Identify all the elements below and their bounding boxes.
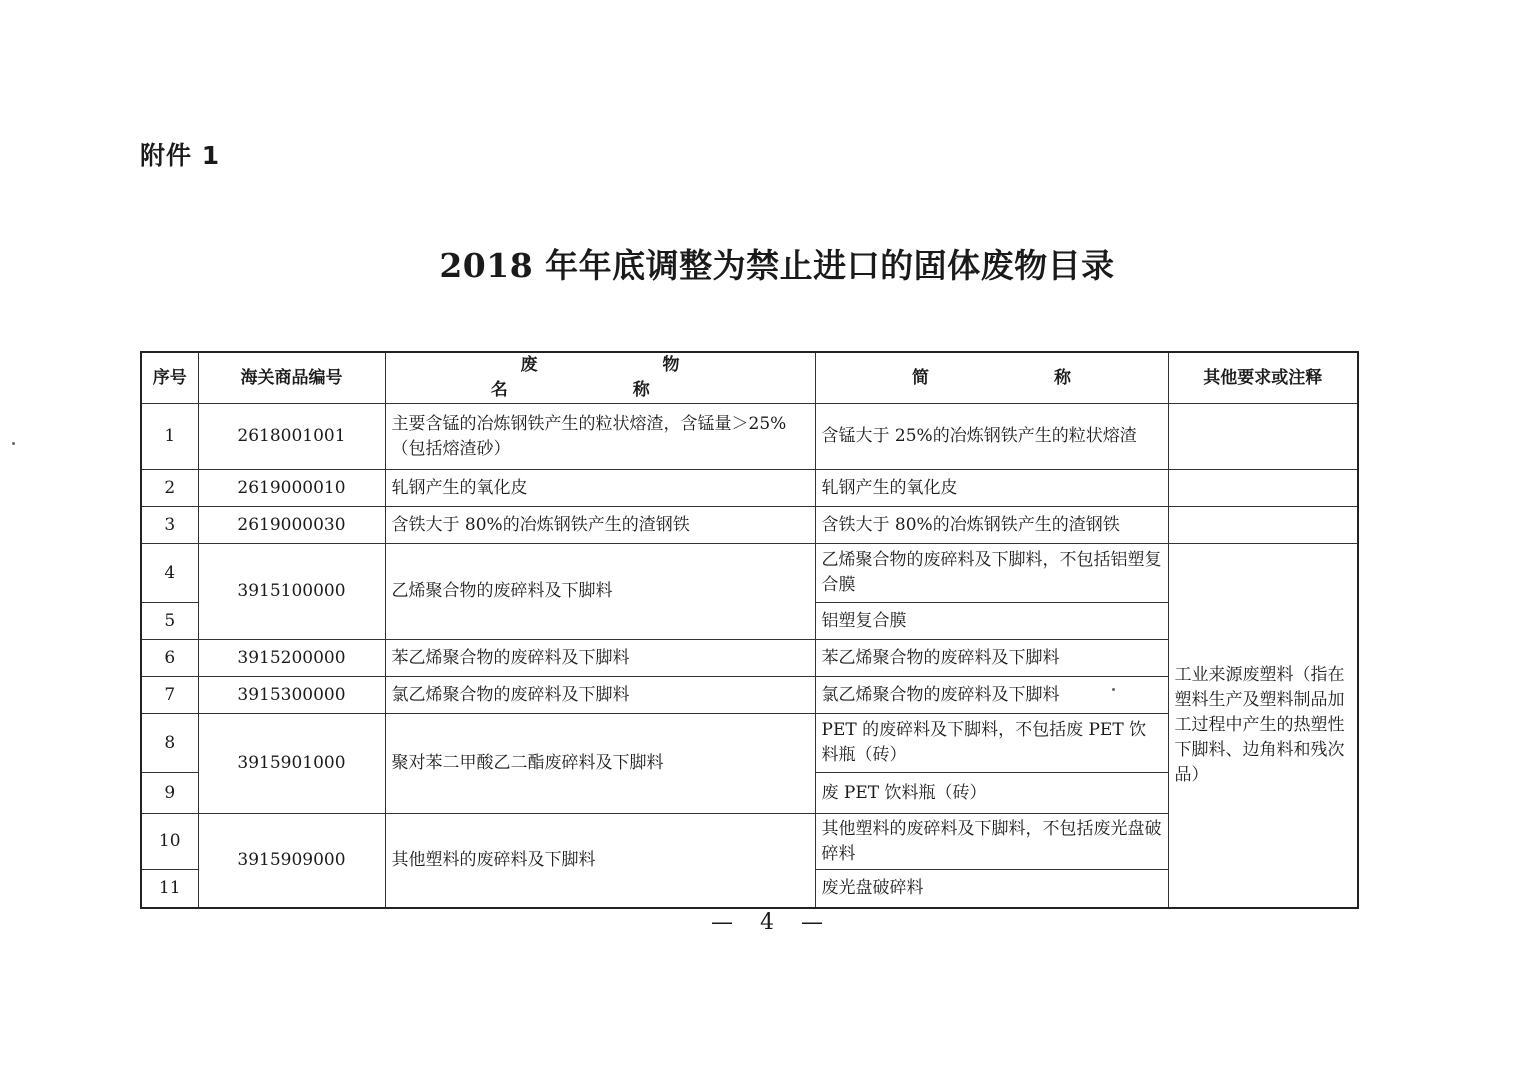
- cell-hs-code: 2619000010: [198, 470, 385, 507]
- cell-hs-code: 3915909000: [198, 814, 385, 908]
- table-header-row: [141, 352, 1358, 404]
- table-row: [141, 404, 1358, 470]
- cell-waste-name: 苯乙烯聚合物的废碎料及下脚料: [385, 640, 815, 677]
- scan-speck: [1112, 688, 1115, 691]
- cell-seq: 8: [141, 714, 198, 773]
- cell-seq: 9: [141, 773, 198, 814]
- cell-short-name: 其他塑料的废碎料及下脚料，不包括废光盘破碎料: [815, 814, 1168, 870]
- cell-waste-name: 轧钢产生的氧化皮: [385, 470, 815, 507]
- cell-hs-code: 3915200000: [198, 640, 385, 677]
- cell-seq: 4: [141, 544, 198, 603]
- table-row: [141, 507, 1358, 544]
- cell-short-name: 轧钢产生的氧化皮: [815, 470, 1168, 507]
- cell-seq: 6: [141, 640, 198, 677]
- cell-short-name: 铝塑复合膜: [815, 603, 1168, 640]
- cell-seq: 1: [141, 404, 198, 470]
- cell-hs-code: 3915901000: [198, 714, 385, 814]
- waste-catalog-table: [140, 351, 1359, 909]
- cell-waste-name: 聚对苯二甲酸乙二酯废碎料及下脚料: [385, 714, 815, 814]
- cell-short-name: 含锰大于 25%的冶炼钢铁产生的粒状熔渣: [815, 404, 1168, 470]
- cell-seq: 10: [141, 814, 198, 870]
- cell-seq: 5: [141, 603, 198, 640]
- cell-seq: 2: [141, 470, 198, 507]
- cell-seq: 11: [141, 870, 198, 908]
- cell-seq: 3: [141, 507, 198, 544]
- cell-waste-name: 氯乙烯聚合物的废碎料及下脚料: [385, 677, 815, 714]
- cell-short-name: 废光盘破碎料: [815, 870, 1168, 908]
- cell-waste-name: 其他塑料的废碎料及下脚料: [385, 814, 815, 908]
- cell-short-name: 氯乙烯聚合物的废碎料及下脚料: [815, 677, 1168, 714]
- cell-notes-plastics: 工业来源废塑料（指在塑料生产及塑料制品加工过程中产生的热塑性下脚料、边角料和残次品）: [1168, 544, 1358, 908]
- cell-short-name: 废 PET 饮料瓶（砖）: [815, 773, 1168, 814]
- header-seq: 序号: [141, 352, 198, 404]
- cell-short-name: 苯乙烯聚合物的废碎料及下脚料: [815, 640, 1168, 677]
- scan-speck: [12, 442, 15, 445]
- cell-hs-code: 2619000030: [198, 507, 385, 544]
- table-row: [141, 470, 1358, 507]
- cell-seq: 7: [141, 677, 198, 714]
- header-short-name: 简 称: [815, 352, 1168, 404]
- cell-hs-code: 2618001001: [198, 404, 385, 470]
- cell-short-name: PET 的废碎料及下脚料，不包括废 PET 饮料瓶（砖）: [815, 714, 1168, 773]
- cell-short-name: 含铁大于 80%的冶炼钢铁产生的渣钢铁: [815, 507, 1168, 544]
- page-number-text: — 4 —: [711, 910, 833, 935]
- header-waste-name: 废 物 名 称: [385, 352, 815, 404]
- cell-short-name: 乙烯聚合物的废碎料及下脚料，不包括铝塑复合膜: [815, 544, 1168, 603]
- table-row: [141, 544, 1358, 603]
- cell-waste-name: 含铁大于 80%的冶炼钢铁产生的渣钢铁: [385, 507, 815, 544]
- cell-notes: [1168, 404, 1358, 470]
- cell-notes: [1168, 470, 1358, 507]
- page-number: [0, 910, 1524, 935]
- header-notes: 其他要求或注释: [1168, 352, 1358, 404]
- cell-hs-code: 3915100000: [198, 544, 385, 640]
- attachment-label: 附件 1: [140, 141, 221, 170]
- cell-waste-name: 主要含锰的冶炼钢铁产生的粒状熔渣，含锰量＞25%（包括熔渣砂）: [385, 404, 815, 470]
- cell-notes: [1168, 507, 1358, 544]
- document-title: 2018 年年底调整为禁止进口的固体废物目录: [439, 246, 1115, 285]
- cell-waste-name: 乙烯聚合物的废碎料及下脚料: [385, 544, 815, 640]
- cell-hs-code: 3915300000: [198, 677, 385, 714]
- header-hs-code: 海关商品编号: [198, 352, 385, 404]
